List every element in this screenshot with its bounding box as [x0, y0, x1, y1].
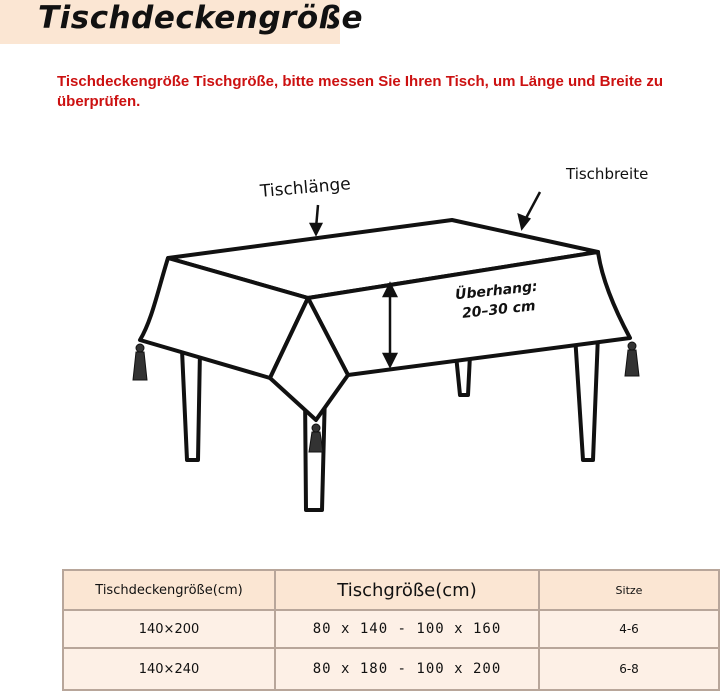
table-size-cell: 80 x 180 - 100 x 200 [275, 648, 539, 690]
size-table [62, 569, 720, 691]
table-leg [182, 350, 200, 460]
cloth-size-cell: 140×200 [63, 610, 275, 648]
page-title: Tischdeckengröße [38, 0, 363, 36]
table-length-label: Tischlänge [259, 174, 352, 202]
header-cloth-size: Tischdeckengröße(cm) [63, 570, 275, 610]
header-table-size: Tischgröße(cm) [275, 570, 539, 610]
table-row [63, 648, 719, 690]
tablecloth-diagram [0, 150, 720, 550]
table-leg [575, 335, 598, 460]
overhang-label: Überhang: [454, 278, 539, 304]
cloth-size-cell: 140×240 [63, 648, 275, 690]
seats-cell: 6-8 [539, 648, 719, 690]
overhang-value: 20–30 cm [461, 298, 537, 322]
table-size-cell: 80 x 140 - 100 x 160 [275, 610, 539, 648]
table-width-label: Tischbreite [566, 165, 649, 183]
intro-text: Tischdeckengröße Tischgröße, bitte messen Sie Ihren Tisch, um Länge und Breite zu überprüfen. [57, 73, 663, 110]
table-row [63, 610, 719, 648]
seats-cell: 4-6 [539, 610, 719, 648]
table-header-row [63, 570, 719, 610]
header-seats: Sitze [539, 570, 719, 610]
